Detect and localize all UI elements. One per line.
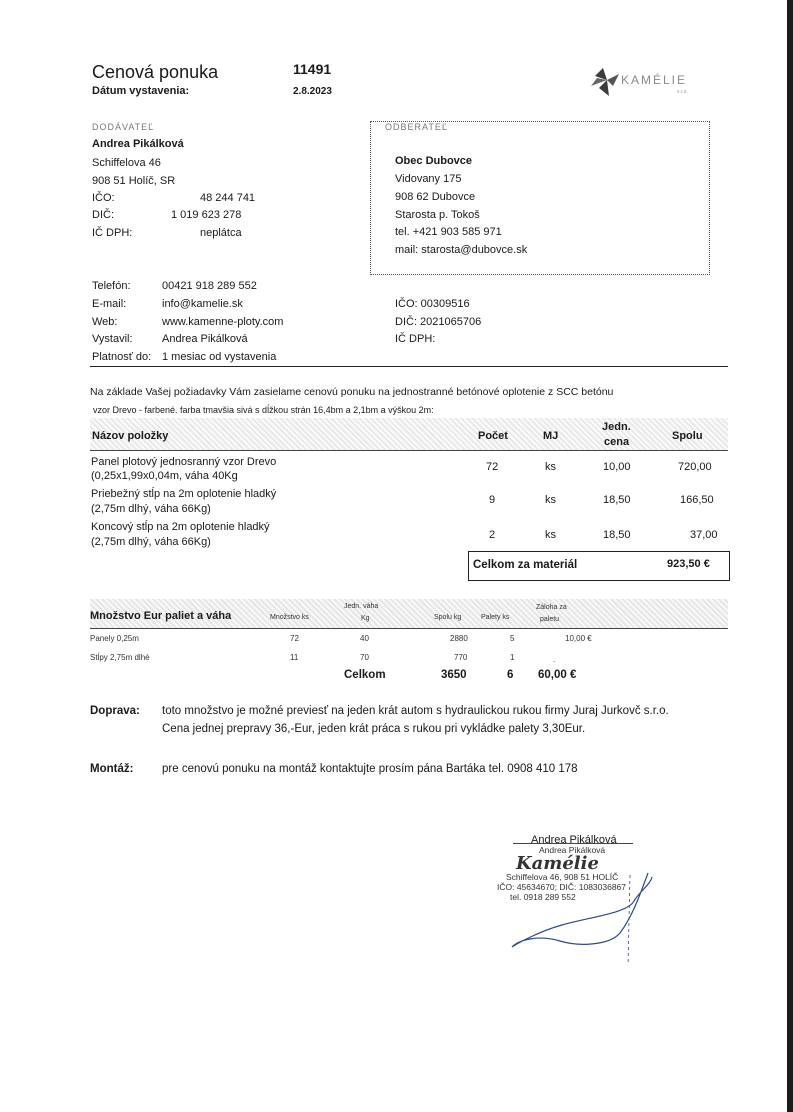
- web-value: www.kamenne-ploty.com: [162, 316, 284, 328]
- stamp-name: Andrea Pikálková: [539, 845, 606, 855]
- signature-name: Andrea Pikálková: [531, 834, 617, 846]
- buyer-city: 908 62 Dubovce: [395, 191, 476, 203]
- material-total-label: Celkom za materiál: [473, 559, 578, 571]
- transport-label: Doprava:: [90, 705, 140, 717]
- col-name: Názov položky: [92, 430, 169, 442]
- item-count: 72: [486, 461, 499, 473]
- pallet-col-unitw-2: Kg: [361, 615, 370, 622]
- supplier-dic-label: DIČ:: [92, 209, 114, 221]
- buyer-phone: tel. +421 903 585 971: [395, 226, 502, 238]
- buyer-mail: mail: starosta@dubovce.sk: [395, 244, 528, 256]
- item-unit: ks: [545, 461, 556, 473]
- item-name: Koncový stĺp na 2m oplotenie hladký: [91, 521, 270, 533]
- item-total: 166,50: [680, 494, 714, 506]
- issue-date-label: Dátum vystavenia:: [92, 85, 190, 97]
- item-desc: (2,75m dlhý, váha 66Kg): [91, 536, 211, 548]
- pallet-row-deposit: 10,00 €: [565, 634, 592, 643]
- validity-value: 1 mesiac od vystavenia: [162, 351, 277, 363]
- col-price-1: Jedn.: [602, 421, 631, 433]
- company-logo: [585, 64, 705, 100]
- pallet-row-pallets: 1: [510, 653, 515, 662]
- pallet-row-totalkg: 770: [454, 653, 468, 662]
- pallet-col-name: Množstvo Eur paliet a váha: [90, 610, 232, 622]
- intro-line-2: vzor Drevo - farbené. farba tmavšia sivá s dĺžkou strán 16,4bm a 2,1bm a výškou 2m:: [93, 405, 434, 415]
- signature-line: [513, 843, 633, 844]
- supplier-name: Andrea Pikálková: [92, 138, 184, 150]
- supplier-dic-value: 1 019 623 278: [171, 209, 242, 221]
- item-count: 2: [489, 529, 496, 541]
- buyer-name: Obec Dubovce: [395, 155, 473, 167]
- pallet-row-unitw: 40: [360, 634, 369, 643]
- phone-value: 00421 918 289 552: [162, 280, 257, 292]
- issue-date-value: 2.8.2023: [293, 86, 332, 97]
- pallet-total-pallets: 6: [507, 669, 514, 681]
- item-unit: ks: [545, 529, 556, 541]
- assembly-label: Montáž:: [90, 763, 134, 775]
- pallet-row-deposit: .: [553, 655, 556, 664]
- supplier-ico-label: IČO:: [92, 192, 115, 204]
- pallet-row-qty: 72: [290, 634, 299, 643]
- buyer-contact: Starosta p. Tokoš: [395, 209, 480, 221]
- pallet-total-deposit: 60,00 €: [538, 669, 577, 681]
- phone-label: Telefón:: [92, 280, 131, 292]
- item-desc: (2,75m dlhý, váha 66Kg): [91, 503, 211, 515]
- item-unit: ks: [545, 494, 556, 506]
- pallet-col-pallets: Palety ks: [481, 614, 510, 621]
- stamp-address: Schiffelova 46, 908 51 HOLÍČ: [506, 872, 619, 882]
- pallet-col-deposit-1: Záloha za: [536, 604, 567, 611]
- buyer-section-label: ODBERATEĽ: [382, 122, 451, 132]
- transport-line-2: Cena jednej prepravy 36,-Eur, jeden krát práca s rukou pri vykládke palety 3,30Eur.: [162, 723, 586, 735]
- email-label: E-mail:: [92, 298, 127, 310]
- pallet-total-kg: 3650: [441, 669, 467, 681]
- pallet-row-totalkg: 2880: [450, 634, 468, 643]
- supplier-icdph-label: IČ DPH:: [92, 227, 133, 239]
- pallet-row-name: Stĺpy 2,75m dlhé: [90, 653, 150, 662]
- buyer-ico: IČO: 00309516: [395, 298, 470, 310]
- pallet-row-qty: 11: [290, 653, 299, 662]
- handwritten-signature: [500, 855, 670, 965]
- supplier-city: 908 51 Holíč, SR: [92, 175, 176, 187]
- col-unit: MJ: [543, 430, 559, 442]
- item-price: 18,50: [603, 494, 631, 506]
- validity-label: Platnosť do:: [92, 351, 152, 363]
- stamp-brand: Kamélie: [516, 853, 599, 874]
- item-price: 10,00: [603, 461, 631, 473]
- document-title: Cenová ponuka: [92, 62, 219, 82]
- buyer-dic: DIČ: 2021065706: [395, 316, 482, 328]
- pallet-row-pallets: 5: [510, 634, 515, 643]
- items-table-header: [90, 418, 728, 451]
- logo-text: KAMÉLIE: [621, 73, 688, 87]
- buyer-icdph: IČ DPH:: [395, 333, 436, 345]
- web-label: Web:: [92, 316, 118, 328]
- page-edge: [787, 0, 793, 1112]
- issuer-value: Andrea Pikálková: [162, 333, 248, 345]
- item-name: Panel plotový jednosranný vzor Drevo: [91, 456, 277, 468]
- pallet-row-unitw: 70: [360, 653, 369, 662]
- supplier-street: Schiffelova 46: [92, 157, 161, 169]
- item-desc: (0,25x1,99x0,04m, váha 40Kg: [91, 470, 238, 482]
- pallet-row-name: Panely 0,25m: [90, 634, 139, 643]
- pallet-col-unitw-1: Jedn. váha: [344, 603, 379, 610]
- stamp-phone: tel. 0918 289 552: [510, 892, 576, 902]
- flower-icon: [585, 64, 625, 100]
- col-price-2: cena: [604, 436, 630, 448]
- supplier-icdph-value: neplátca: [200, 227, 242, 239]
- pallet-col-deposit-2: paletu: [540, 616, 560, 623]
- item-name: Priebežný stĺp na 2m oplotenie hladký: [91, 488, 277, 500]
- item-total: 720,00: [678, 461, 712, 473]
- transport-line-1: toto množstvo je možné previesť na jeden krát autom s hydraulickou rukou firmy Juraj Jurkovč s.r.o.: [162, 705, 669, 717]
- stamp-ids: IČO: 45634670; DIČ: 1083036867: [497, 882, 627, 892]
- email-value: info@kamelie.sk: [162, 298, 243, 310]
- item-count: 9: [489, 494, 496, 506]
- item-price: 18,50: [603, 529, 631, 541]
- material-total-value: 923,50 €: [667, 558, 710, 570]
- col-count: Počet: [478, 430, 508, 442]
- intro-line-1: Na základe Vašej požiadavky Vám zasielame cenovú ponuku na jednostranné betónové oplotenie z SCC betónu: [90, 386, 614, 398]
- supplier-ico-value: 48 244 741: [200, 192, 256, 204]
- supplier-section-label: DODÁVATEĽ: [92, 122, 155, 132]
- offer-number: 11491: [293, 61, 332, 77]
- item-total: 37,00: [690, 529, 718, 541]
- col-total: Spolu: [672, 430, 703, 442]
- pallet-col-totalkg: Spolu kg: [434, 614, 462, 621]
- pallet-col-qty: Množstvo ks: [270, 614, 309, 621]
- pallet-total-label: Celkom: [344, 669, 386, 681]
- logo-subtext: s.r.o.: [677, 89, 688, 95]
- buyer-street: Vidovany 175: [395, 173, 462, 185]
- assembly-text: pre cenovú ponuku na montáž kontaktujte prosím pána Bartáka tel. 0908 410 178: [162, 763, 578, 775]
- divider: [90, 366, 728, 367]
- issuer-label: Vystavil:: [92, 333, 133, 345]
